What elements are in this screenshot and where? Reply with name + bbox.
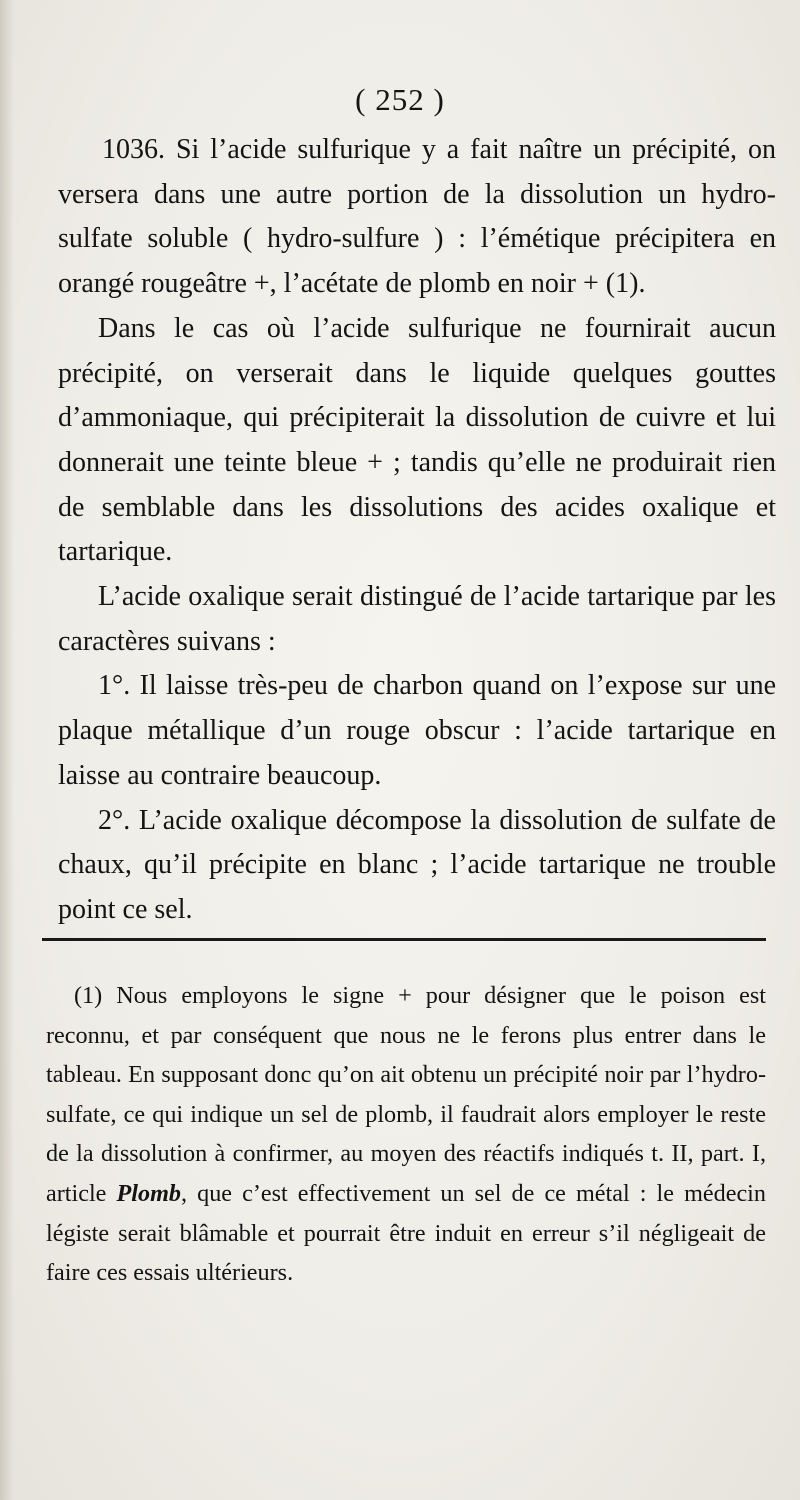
footnote-separator — [42, 938, 766, 941]
paragraph-distinction: L’acide oxalique serait distingué de l’acide tartarique par les caractères suivans : — [58, 581, 776, 657]
footnote-text-end: , que c’est effectivement un sel de ce métal : le médecin légiste serait blâmable et pourrait être induit en erreur s’il négligeait de faire ces essais ultérieurs. — [46, 1179, 766, 1287]
paragraph-ammonia: Dans le cas où l’acide sulfurique ne fournirait aucun précipité, on verserait dans le liquide quelques gouttes d’ammoniaque, qui précipiterait la dissolution de cuivre et lui donnerait une teinte bleue + ; tandis qu’elle ne produirait rien de semblable dans les dissolutions des acides oxalique et tartarique. — [58, 312, 776, 568]
paragraph-point-1: 1°. Il laisse très-peu de charbon quand on l’expose sur une plaque métallique d’un rouge obscur : l’acide tartarique en laisse au contraire beaucoup. — [58, 670, 776, 791]
page-binding-shadow — [0, 0, 14, 1500]
paragraph-point-2: 2°. L’acide oxalique décompose la dissolution de sulfate de chaux, qu’il précipite en blanc ; l’acide tartarique ne trouble point ce sel. — [58, 804, 776, 925]
main-text — [58, 128, 776, 933]
page-number: ( 252 ) — [355, 82, 445, 117]
footnote-italic-term: Plomb — [116, 1179, 181, 1207]
paragraph-1036: 1036. Si l’acide sulfurique y a fait naître un précipité, on versera dans une autre portion de la dissolution un hydro-sulfate soluble ( hydro-sulfure ) : l’émétique précipitera en orangé rougeâtre +, l’acétate de plomb en noir + (1). — [58, 134, 776, 300]
footnote-text — [46, 976, 766, 1293]
footnote — [46, 976, 766, 1293]
footnote-text-start: (1) Nous employons le signe + pour désigner que le poison est reconnu, et par conséquent que nous ne le ferons plus entrer dans le tableau. En supposant donc qu’on ait obtenu un précipité noir par l’hydro-sulfate, ce qui indique un sel de plomb, il faudrait alors employer le reste de la dissolution à confirmer, au moyen des réactifs indiqués t. II, part. I, article — [46, 982, 766, 1207]
